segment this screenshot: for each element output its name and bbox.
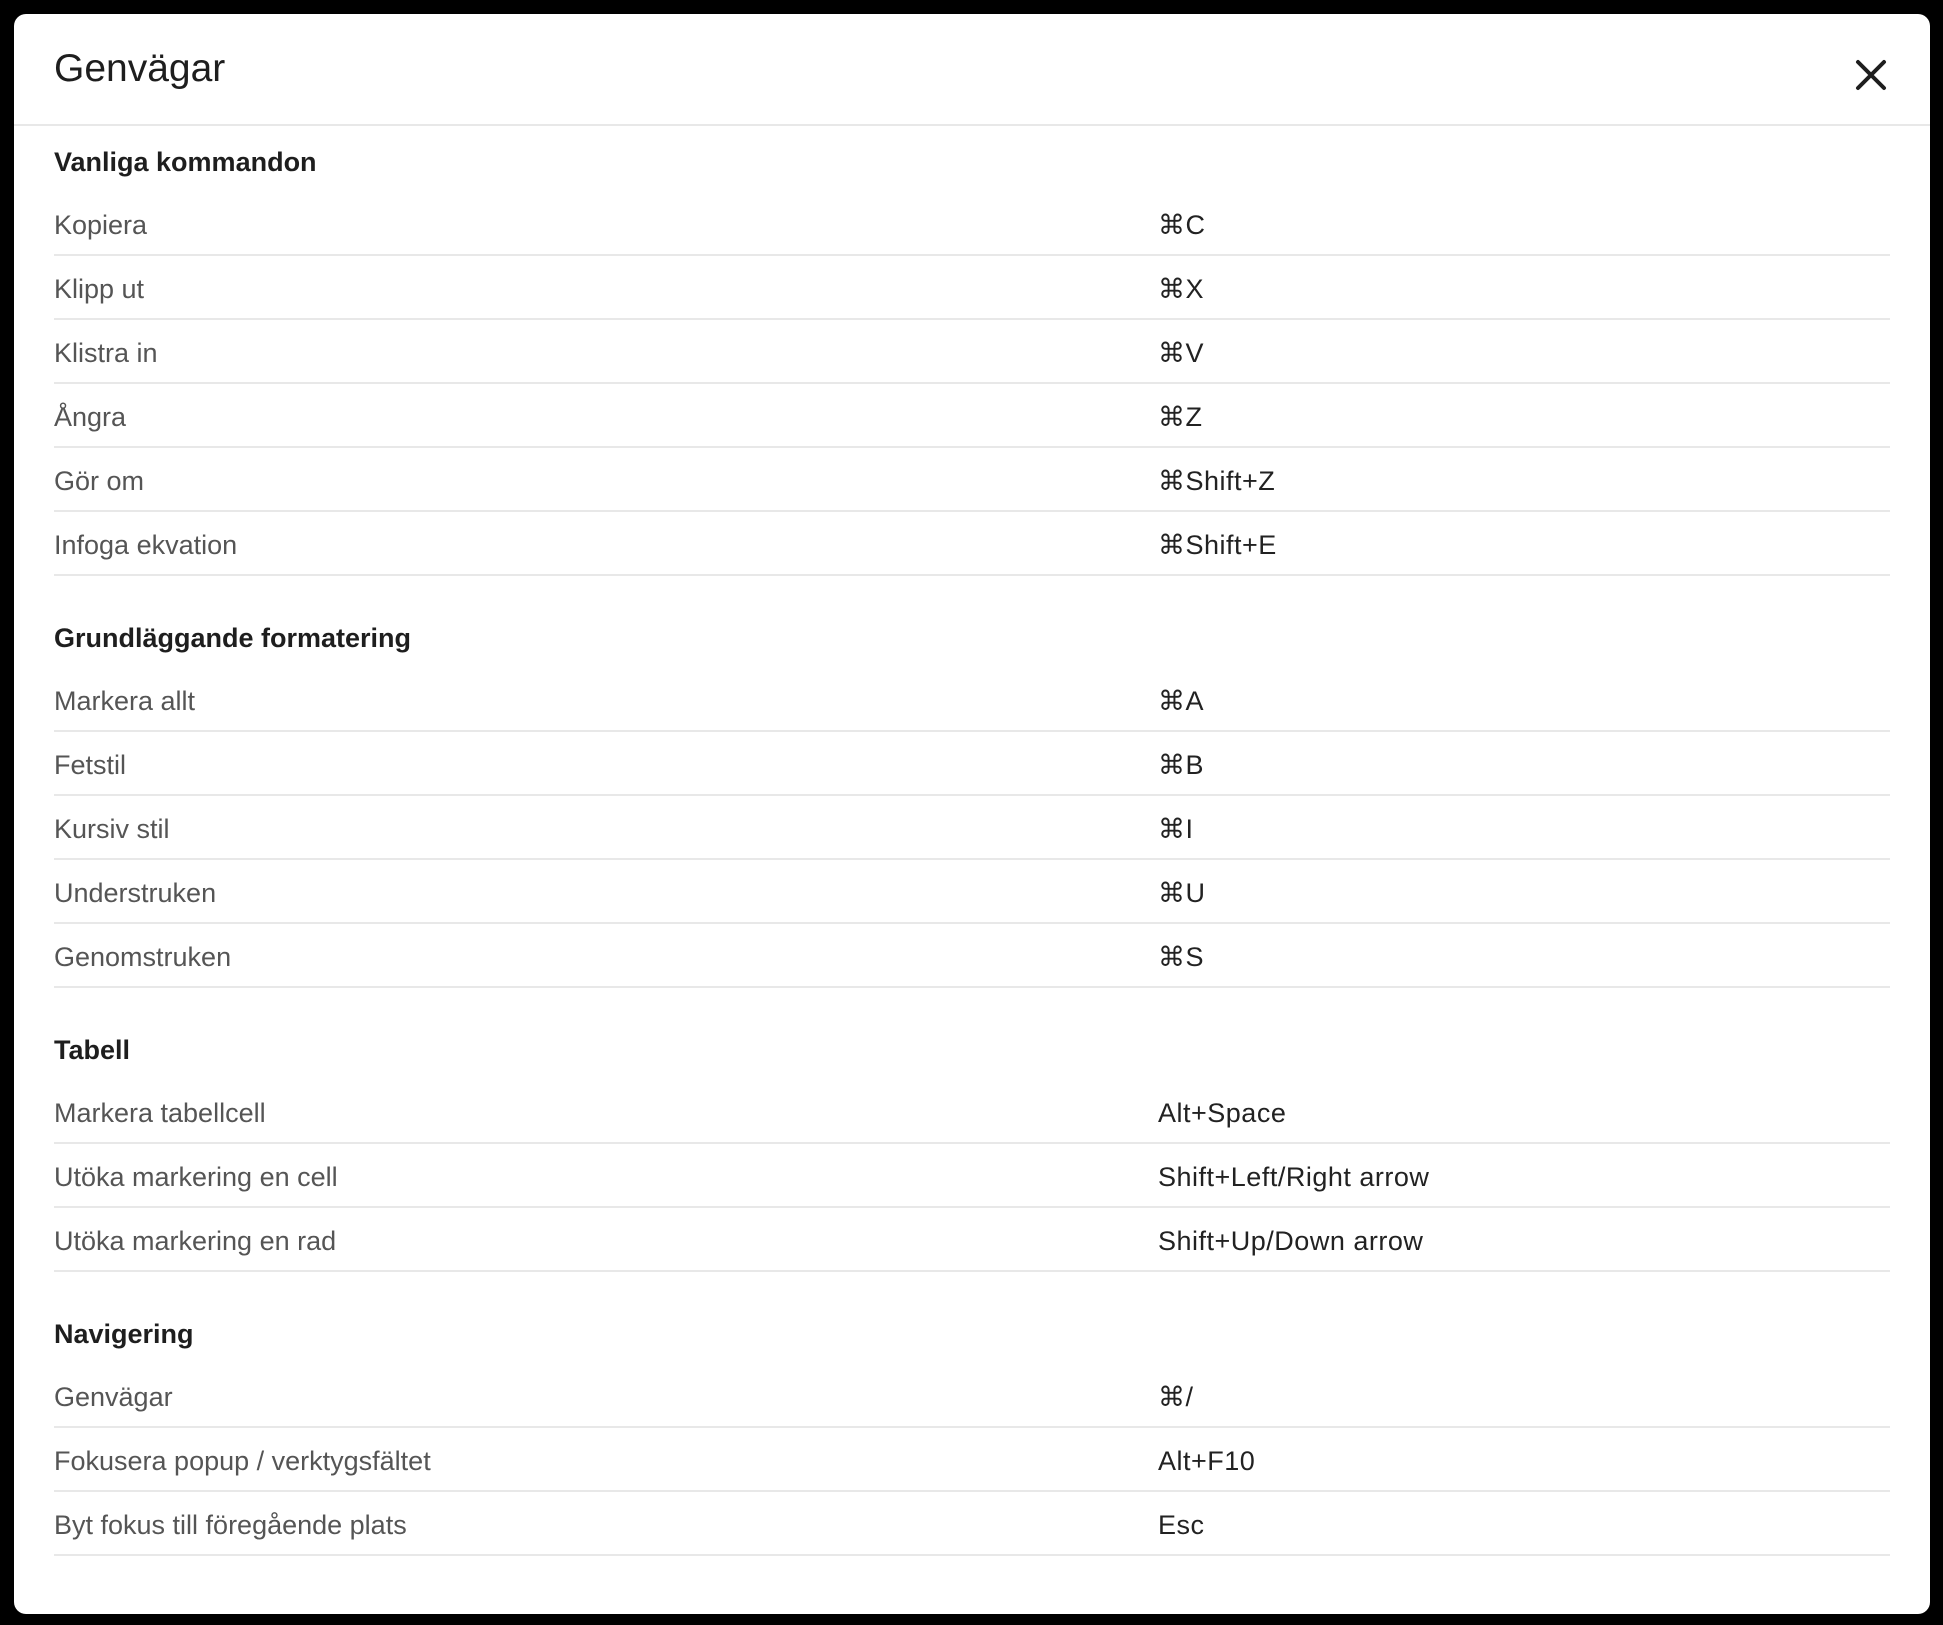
shortcut-keys: ⌘V [1158,337,1205,368]
shortcut-keys: ⌘X [1158,273,1205,304]
shortcut-keys: ⌘C [1158,209,1206,240]
shortcut-keys: Alt+Space [1158,1097,1287,1128]
shortcut-label: Kursiv stil [54,813,170,844]
shortcut-row [54,320,1890,384]
shortcut-row [54,668,1890,732]
shortcut-keys: ⌘/ [1158,1381,1194,1412]
close-button[interactable] [1846,50,1896,100]
shortcut-label: Klipp ut [54,273,145,304]
shortcut-row [54,1428,1890,1492]
shortcut-row [54,796,1890,860]
shortcut-row [54,1080,1890,1144]
shortcut-keys: Esc [1158,1509,1205,1540]
shortcut-row [54,924,1890,988]
shortcut-label: Markera tabellcell [54,1097,266,1128]
shortcut-label: Utöka markering en cell [54,1161,338,1192]
shortcut-row [54,1364,1890,1428]
shortcut-keys: Shift+Up/Down arrow [1158,1225,1424,1256]
shortcuts-dialog [14,14,1930,1614]
shortcut-keys: ⌘S [1158,941,1205,972]
shortcut-label: Utöka markering en rad [54,1225,337,1256]
shortcut-keys: ⌘I [1158,813,1194,844]
shortcut-keys: ⌘U [1158,877,1206,908]
shortcut-label: Genvägar [54,1381,173,1412]
shortcut-keys: Shift+Left/Right arrow [1158,1161,1430,1192]
shortcut-label: Fetstil [54,749,127,780]
dialog-body [14,142,1930,1556]
section-title: Vanliga kommandon [54,147,317,177]
shortcut-label: Kopiera [54,209,148,240]
shortcut-list [54,668,1890,988]
shortcut-keys: ⌘Z [1158,401,1203,432]
shortcut-row [54,256,1890,320]
shortcut-label: Markera allt [54,685,196,716]
shortcut-keys: ⌘A [1158,685,1205,716]
shortcut-row [54,192,1890,256]
shortcut-keys: ⌘Shift+Z [1158,465,1276,496]
section-title: Navigering [54,1319,194,1349]
close-icon [1855,59,1887,91]
shortcut-label: Genomstruken [54,941,232,972]
shortcut-section [54,618,1890,988]
shortcut-label: Gör om [54,465,145,496]
shortcut-section [54,1030,1890,1272]
shortcut-label: Fokusera popup / verktygsfältet [54,1445,431,1476]
shortcut-row [54,860,1890,924]
shortcut-row [54,1144,1890,1208]
shortcut-row [54,732,1890,796]
shortcut-row [54,1492,1890,1556]
shortcut-label: Ångra [54,401,127,432]
dialog-header [14,14,1930,126]
shortcut-section [54,1314,1890,1556]
shortcut-keys: ⌘B [1158,749,1205,780]
shortcut-list [54,192,1890,576]
shortcut-label: Infoga ekvation [54,529,238,560]
shortcut-label: Byt fokus till föregående plats [54,1509,407,1540]
shortcut-row [54,448,1890,512]
shortcut-section [54,142,1890,576]
shortcut-list [54,1364,1890,1556]
section-title: Tabell [54,1035,131,1065]
shortcut-row [54,1208,1890,1272]
section-title: Grundläggande formatering [54,623,412,653]
shortcut-keys: ⌘Shift+E [1158,529,1277,560]
dialog-title: Genvägar [54,47,226,90]
shortcut-keys: Alt+F10 [1158,1445,1256,1476]
shortcut-label: Klistra in [54,337,158,368]
shortcut-row [54,384,1890,448]
shortcut-list [54,1080,1890,1272]
shortcut-row [54,512,1890,576]
shortcut-label: Understruken [54,877,217,908]
